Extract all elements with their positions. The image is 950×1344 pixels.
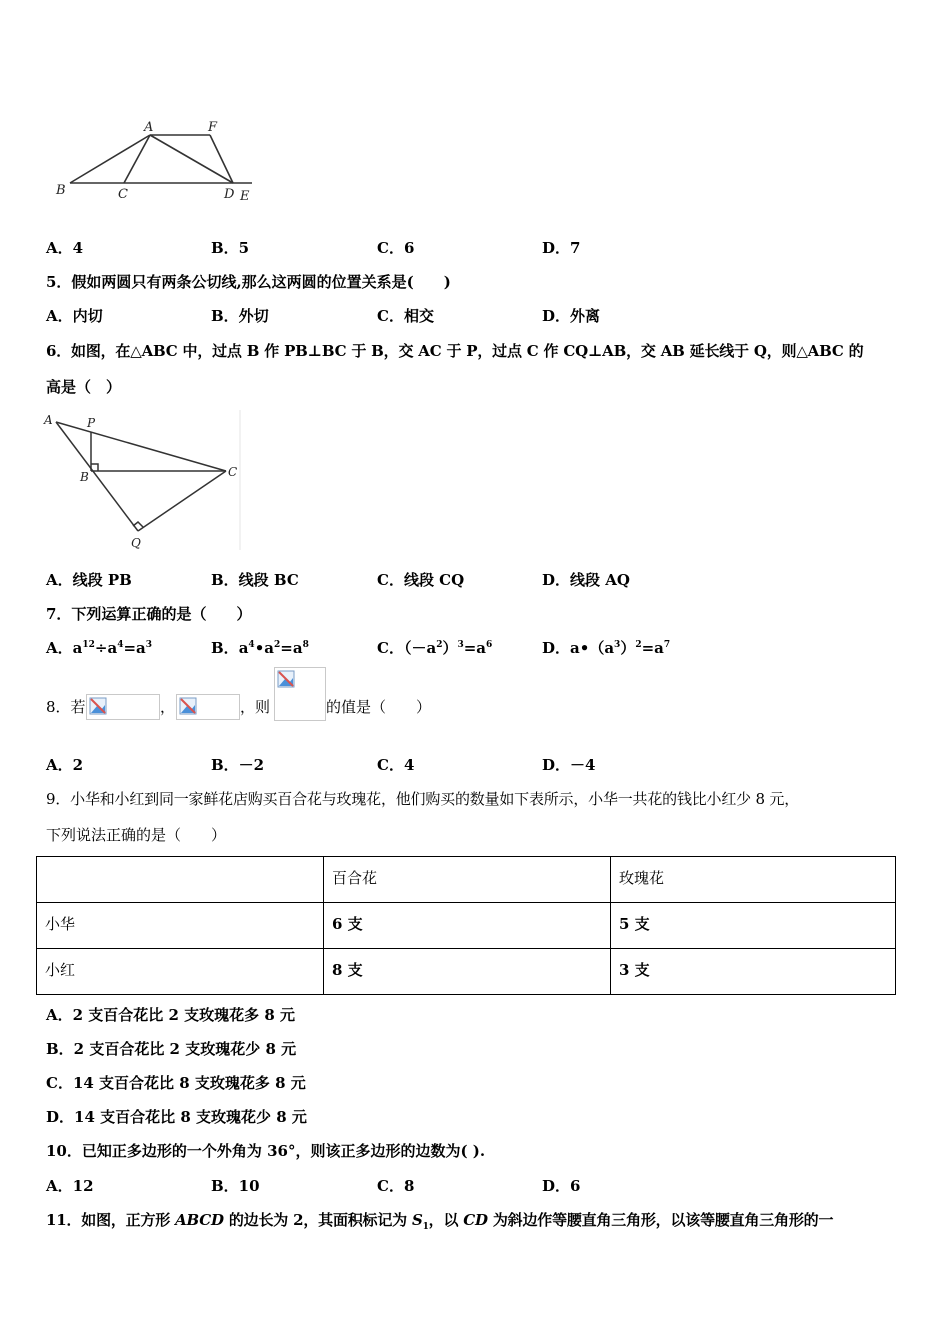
q10-option-c[interactable]: C．8 — [377, 1177, 415, 1195]
q5-option-a[interactable]: A．内切 — [46, 307, 103, 325]
table-cell: 8 支 — [324, 949, 611, 995]
q7-option-b[interactable]: B．$a^4•a^2=a^8$ — [211, 639, 309, 657]
q8-prefix: 8．若 — [46, 698, 86, 716]
q8-option-a[interactable]: A．2 — [46, 756, 84, 774]
q6-option-d[interactable]: D．线段 AQ — [542, 571, 630, 589]
label-b2: B — [80, 470, 89, 484]
table-header-cell: 百合花 — [324, 857, 611, 903]
table-header-row — [37, 857, 896, 903]
q10-option-b[interactable]: B．10 — [211, 1177, 260, 1195]
q10-stem: 10．已知正多边形的一个外角为 36°，则该正多边形的边数为( ). — [46, 1142, 486, 1160]
table-cell: 小华 — [37, 903, 324, 949]
q6-option-a[interactable]: A．线段 PB — [46, 571, 132, 589]
q5-option-c[interactable]: C．相交 — [377, 307, 434, 325]
label-e: E — [240, 189, 250, 204]
q9-table — [36, 856, 896, 995]
figure-triangle — [40, 410, 245, 555]
label-b: B — [56, 183, 66, 198]
table-cell: 5 支 — [611, 903, 896, 949]
label-a: A — [144, 120, 154, 135]
label-c2: C — [228, 465, 238, 479]
q9-stem-line1: 9．小华和小红到同一家鲜花店购买百合花与玫瑰花，他们购买的数量如下表所示，小华一共花的钱比小红少 8 元， — [46, 790, 800, 808]
q7-option-c[interactable]: C．$(-a^2)^3=a^6$ — [377, 639, 493, 657]
q9-stem-line2: 下列说法正确的是（ ） — [46, 826, 227, 844]
table-cell: 6 支 — [324, 903, 611, 949]
q8-comma-2: ，则 — [240, 698, 271, 716]
table-row — [37, 903, 896, 949]
q8-option-b[interactable]: B．－2 — [211, 756, 265, 774]
q4-option-a[interactable]: A．4 — [46, 239, 84, 257]
q9-option-a[interactable]: A．2 支百合花比 2 支玫瑰花多 8 元 — [46, 1006, 296, 1024]
q8-comma-1: ， — [160, 698, 176, 716]
q5-stem: 5．假如两圆只有两条公切线,那么这两圆的位置关系是( ) — [46, 273, 451, 291]
label-f: F — [208, 120, 218, 135]
q9-option-b[interactable]: B．2 支百合花比 2 支玫瑰花少 8 元 — [46, 1040, 297, 1058]
q7-stem: 7．下列运算正确的是（ ） — [46, 605, 252, 623]
q8-formula-image-3 — [274, 667, 326, 721]
table-row — [37, 949, 896, 995]
q4-option-c[interactable]: C．6 — [377, 239, 415, 257]
q4-option-d[interactable]: D．7 — [542, 239, 581, 257]
q4-option-b[interactable]: B．5 — [211, 239, 250, 257]
q10-option-d[interactable]: D．6 — [542, 1177, 581, 1195]
q6-stem-line2: 高是（ ） — [46, 378, 122, 396]
broken-image-icon — [277, 670, 295, 688]
q8-option-d[interactable]: D．－4 — [542, 756, 596, 774]
label-d: D — [224, 187, 235, 202]
q5-option-d[interactable]: D．外离 — [542, 307, 601, 325]
label-q: Q — [131, 536, 141, 550]
label-c: C — [118, 187, 128, 202]
q8-formula-image-1 — [86, 694, 160, 720]
q10-option-a[interactable]: A．12 — [46, 1177, 94, 1195]
broken-image-icon — [89, 697, 107, 715]
table-cell: 小红 — [37, 949, 324, 995]
q9-option-d[interactable]: D．14 支百合花比 8 支玫瑰花少 8 元 — [46, 1108, 307, 1126]
q6-stem-line1: 6．如图，在△ABC 中，过点 B 作 PB⊥BC 于 B，交 AC 于 P，过点 C 作 CQ⊥AB，交 AB 延长线于 Q，则△ABC 的 — [46, 342, 864, 360]
q7-option-a[interactable]: A．$a^{12}\div a^4=a^3$ — [46, 639, 153, 657]
q6-option-c[interactable]: C．线段 CQ — [377, 571, 465, 589]
label-a2: A — [44, 413, 53, 427]
q6-option-b[interactable]: B．线段 BC — [211, 571, 299, 589]
q11-stem: 11．如图，正方形 ABCD 的边长为 2，其面积标记为 $S_1$，以 CD 为斜边作等腰直角三角形，以该等腰直角三角形的一 — [46, 1211, 834, 1232]
q8-suffix: 的值是（ ） — [326, 698, 432, 716]
label-p: P — [87, 416, 96, 430]
table-cell: 3 支 — [611, 949, 896, 995]
figure-trapezoid — [40, 112, 280, 212]
q9-option-c[interactable]: C．14 支百合花比 8 支玫瑰花多 8 元 — [46, 1074, 306, 1092]
table-header-cell: 玫瑰花 — [611, 857, 896, 903]
q7-option-d[interactable]: D．$a•(a^3)^2=a^7$ — [542, 639, 671, 657]
q8-formula-image-2 — [176, 694, 240, 720]
broken-image-icon — [179, 697, 197, 715]
q5-option-b[interactable]: B．外切 — [211, 307, 269, 325]
q8-option-c[interactable]: C．4 — [377, 756, 415, 774]
table-header-cell — [37, 857, 324, 903]
